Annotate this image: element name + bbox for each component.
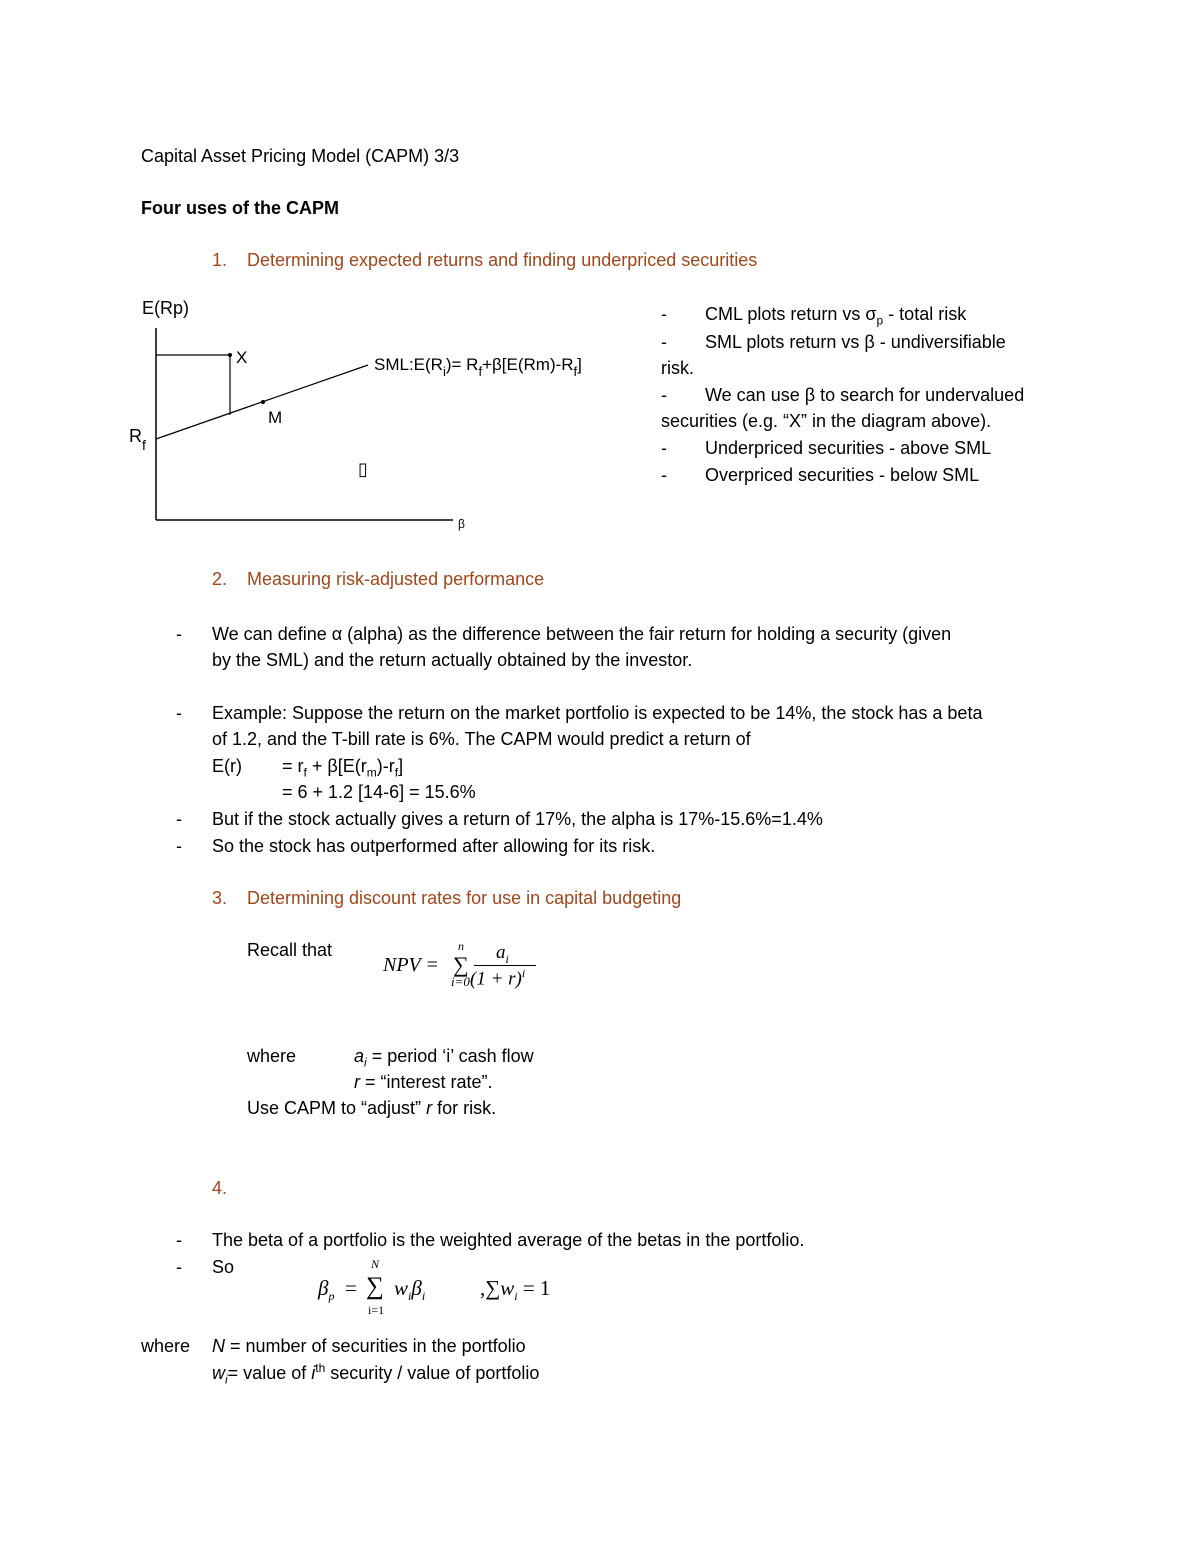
note-1-post: - total risk [883, 304, 967, 324]
bullet-dash: - [176, 1257, 182, 1277]
section-4-number: 4. [212, 1178, 228, 1198]
eq-line-1: = $r_f + \beta[E(r_m)-r_f]$ [282, 756, 404, 780]
beta-sum-term: $w_i\beta_i$ [394, 1276, 426, 1304]
y-axis-label: E(Rp) [142, 298, 190, 318]
rf-sub: f [142, 437, 146, 453]
alpha-def-line-2: by the SML) and the return actually obtained by the investor. [212, 650, 693, 670]
note-6 [661, 438, 991, 459]
beta-eq: = [345, 1276, 357, 1300]
note-7-text: Overpriced securities - below SML [705, 465, 980, 485]
page-title: Capital Asset Pricing Model (CAPM) 3/3 [141, 146, 460, 166]
box-glyph: ▯ [358, 459, 368, 479]
where-label-2: where [141, 1336, 191, 1356]
note-6-dash: - [661, 438, 667, 458]
bullet-dash: - [176, 836, 182, 856]
note-7 [661, 465, 979, 486]
portfolio-beta-text: The beta of a portfolio is the weighted average of the betas in the portfolio. [212, 1230, 805, 1250]
note-4-text: We can use β to search for undervalued [705, 385, 1025, 405]
eq-line-2: = 6 + 1.2 [14-6] = 15.6% [282, 782, 476, 802]
bullet-dash: - [176, 624, 182, 644]
note-2-text: SML plots return vs β - undiversifiable [705, 332, 1006, 352]
sml-equation [374, 355, 582, 379]
recall-text: Recall that [247, 940, 333, 960]
note-1-pre: CML plots return vs σ [705, 304, 877, 324]
note-4 [661, 385, 1024, 406]
npv-fraction-bar [474, 965, 536, 966]
point-m [261, 400, 265, 404]
section-3-title: Determining discount rates for use in capital budgeting [247, 888, 682, 908]
note-3: risk. [661, 358, 694, 378]
sml-diagram [120, 290, 650, 540]
rf-main: R [129, 426, 142, 446]
note-5: securities (e.g. “X” in the diagram above). [661, 411, 992, 431]
note-1-dash: - [661, 304, 667, 324]
npv-lhs: NPV = [383, 954, 439, 976]
point-x-label: X [236, 348, 248, 367]
where-label: where [247, 1046, 297, 1066]
example-line-2: of 1.2, and the T-bill rate is 6%. The CAPM would predict a return of [212, 729, 751, 749]
alpha-def-line-1: We can define α (alpha) as the difference between the fair return for holding a security (given [212, 624, 952, 644]
sml-b: )= R [445, 355, 479, 374]
point-m-label: M [268, 408, 283, 427]
sml-a: SML:E(R [374, 355, 443, 374]
sml-a-sub: i [442, 364, 446, 379]
note-2 [661, 332, 1006, 353]
beta-p: $\beta_p$ [318, 1276, 335, 1304]
section-heading: Four uses of the CAPM [141, 198, 340, 218]
section-2-title: Measuring risk-adjusted performance [247, 569, 545, 589]
def-wi: $w_i=$ value of $i^{th}$ security / value of portfolio [212, 1361, 540, 1387]
sml-b-sub: f [478, 364, 483, 379]
npv-sigma: ∑ [453, 952, 469, 977]
section-1-title: Determining expected returns and finding underpriced securities [247, 250, 758, 270]
npv-lower: i=0 [451, 974, 470, 989]
def-ai: $a_i$ = period ‘i’ cash flow [354, 1046, 534, 1070]
eq-lhs: E(r) [212, 756, 242, 776]
npv-denominator: $(1 + r)^i$ [470, 966, 526, 990]
beta-sigma: ∑ [366, 1273, 384, 1300]
alpha-result: But if the stock actually gives a return of 17%, the alpha is 17%-15.6%=1.4% [212, 809, 823, 829]
use-capm: Use CAPM to “adjust” r for risk. [247, 1098, 497, 1118]
sml-d: ] [577, 355, 582, 374]
point-x [228, 353, 232, 357]
npv-upper: n [458, 939, 464, 953]
bullet-dash: - [176, 809, 182, 829]
note-6-text: Underpriced securities - above SML [705, 438, 992, 458]
npv-numerator: $a_i$ [496, 942, 509, 966]
note-1 [661, 304, 966, 328]
section-1-number: 1. [212, 250, 228, 270]
def-n: N = number of securities in the portfolio [212, 1336, 526, 1356]
note-2-dash: - [661, 332, 667, 352]
so-text: So [212, 1257, 235, 1277]
sml-c: +β[E(Rm)-R [482, 355, 574, 374]
rf-label [129, 426, 146, 453]
sml-c-sub: f [573, 364, 578, 379]
example-line-1: Example: Suppose the return on the market portfolio is expected to be 14%, the stock has a beta [212, 703, 983, 723]
x-axis-label: β [458, 517, 465, 531]
beta-sigma-lower: i=1 [368, 1303, 385, 1317]
beta-sigma-upper: N [371, 1257, 380, 1271]
note-7-dash: - [661, 465, 667, 485]
weights-constraint: $,\sum w_i = 1$ [480, 1276, 551, 1304]
section-3-number: 3. [212, 888, 228, 908]
section-2-number: 2. [212, 569, 228, 589]
bullet-dash: - [176, 1230, 182, 1250]
note-1-sub: p [876, 313, 884, 328]
def-r: r = “interest rate”. [354, 1072, 493, 1092]
bullet-dash: - [176, 703, 182, 723]
outperformed: So the stock has outperformed after allowing for its risk. [212, 836, 656, 856]
note-4-dash: - [661, 385, 667, 405]
